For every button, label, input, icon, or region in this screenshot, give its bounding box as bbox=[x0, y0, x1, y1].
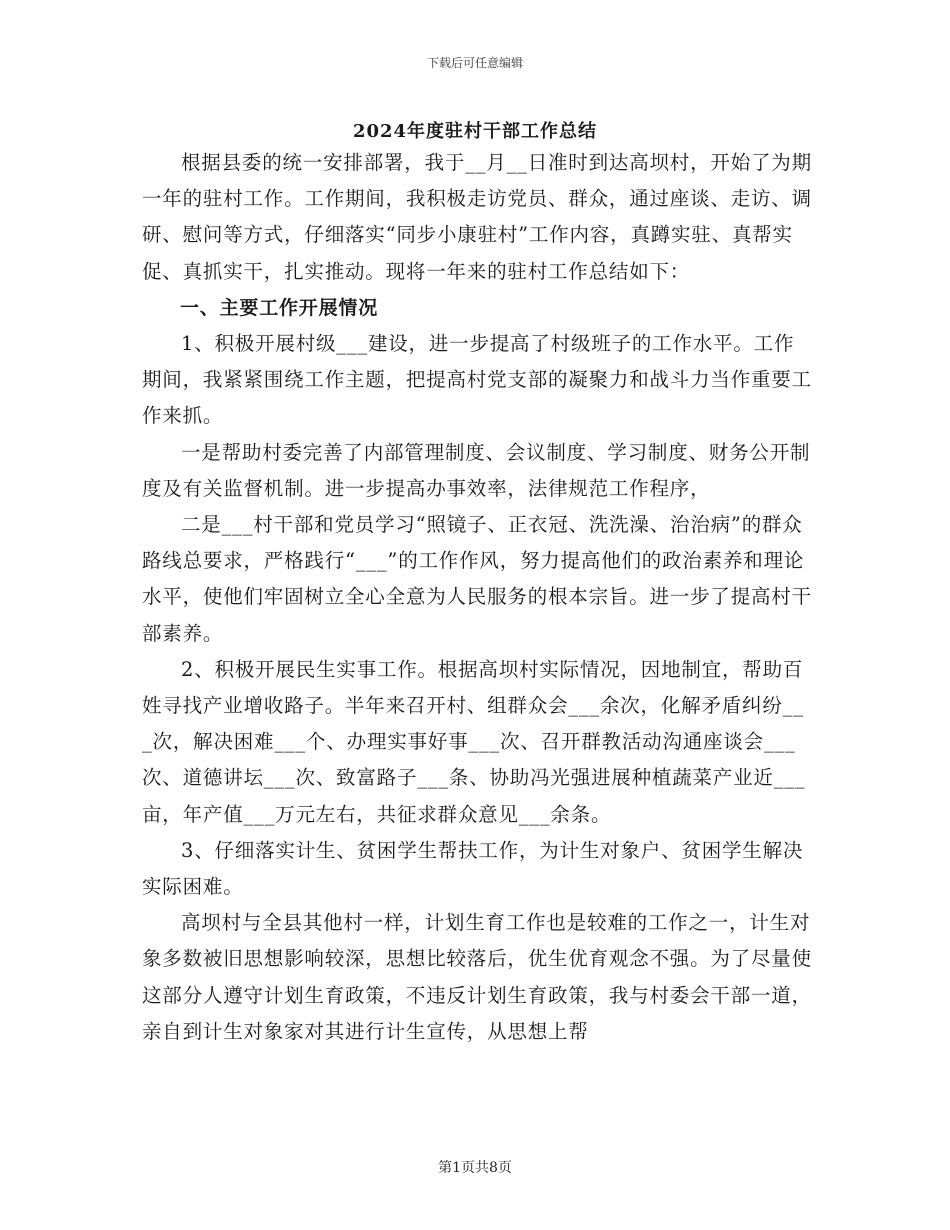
paragraph-point-2: 二是___村干部和党员学习“照镜子、正衣冠、洗洗澡、治治病”的群众路线总要求，严格践行“___”的工作作风，努力提高他们的政治素养和理论水平，使他们牢固树立全心全意为人民服务的根本宗旨。进一步了提高村干部素养。 bbox=[142, 513, 812, 645]
page-number: 第1页共8页 bbox=[438, 1160, 512, 1176]
header-note: 下载后可任意编辑 bbox=[426, 56, 523, 70]
paragraph-item-2: 2、积极开展民生实事工作。根据高坝村实际情况，因地制宜，帮助百姓寻找产业增收路子。半年来召开村、组群众会___余次，化解矛盾纠纷___次，解决困难___个、办理实事好事___次、召开群教活动沟通座谈会___次、道德讲坛___次、致富路子___条、协助冯光强进展种植蔬菜产业近___亩，年产值___万元左右，共征求群众意见___余条。 bbox=[142, 657, 806, 826]
paragraph-point-1: 一是帮助村委完善了内部管理制度、会议制度、学习制度、财务公开制度及有关监督机制。进一步提高办事效率，法律规范工作程序， bbox=[142, 440, 811, 500]
document-title: 2024年度驻村干部工作总结 bbox=[352, 121, 598, 142]
section-heading: 一、主要工作开展情况 bbox=[180, 296, 379, 319]
intro-paragraph: 根据县委的统一安排部署，我于__月__日准时到达高坝村，开始了为期一年的驻村工作。工作期间，我积极走访党员、群众，通过座谈、走访、调研、慰问等方式，仔细落实“同步小康驻村”工作内容，真蹲实驻、真帮实促、真抓实干，扎实推动。现将一年来的驻村工作总结如下： bbox=[142, 151, 812, 283]
paragraph-family-planning: 高坝村与全县其他村一样，计划生育工作也是较难的工作之一，计生对象多数被旧思想影响较深，思想比较落后，优生优育观念不强。为了尽量使这部分人遵守计划生育政策，不违反计划生育政策，我与村委会干部一道，亲自到计生对象家对其进行计生宣传，从思想上帮 bbox=[142, 911, 812, 1043]
paragraph-item-1: 1、积极开展村级___建设，进一步提高了村级班子的工作水平。工作期间，我紧紧围绕工作主题，把提高村党支部的凝聚力和战斗力当作重要工作来抓。 bbox=[142, 332, 812, 428]
paragraph-item-3: 3、仔细落实计生、贫困学生帮扶工作，为计生对象户、贫困学生解决实际困难。 bbox=[142, 838, 804, 899]
document-body bbox=[142, 145, 812, 1050]
